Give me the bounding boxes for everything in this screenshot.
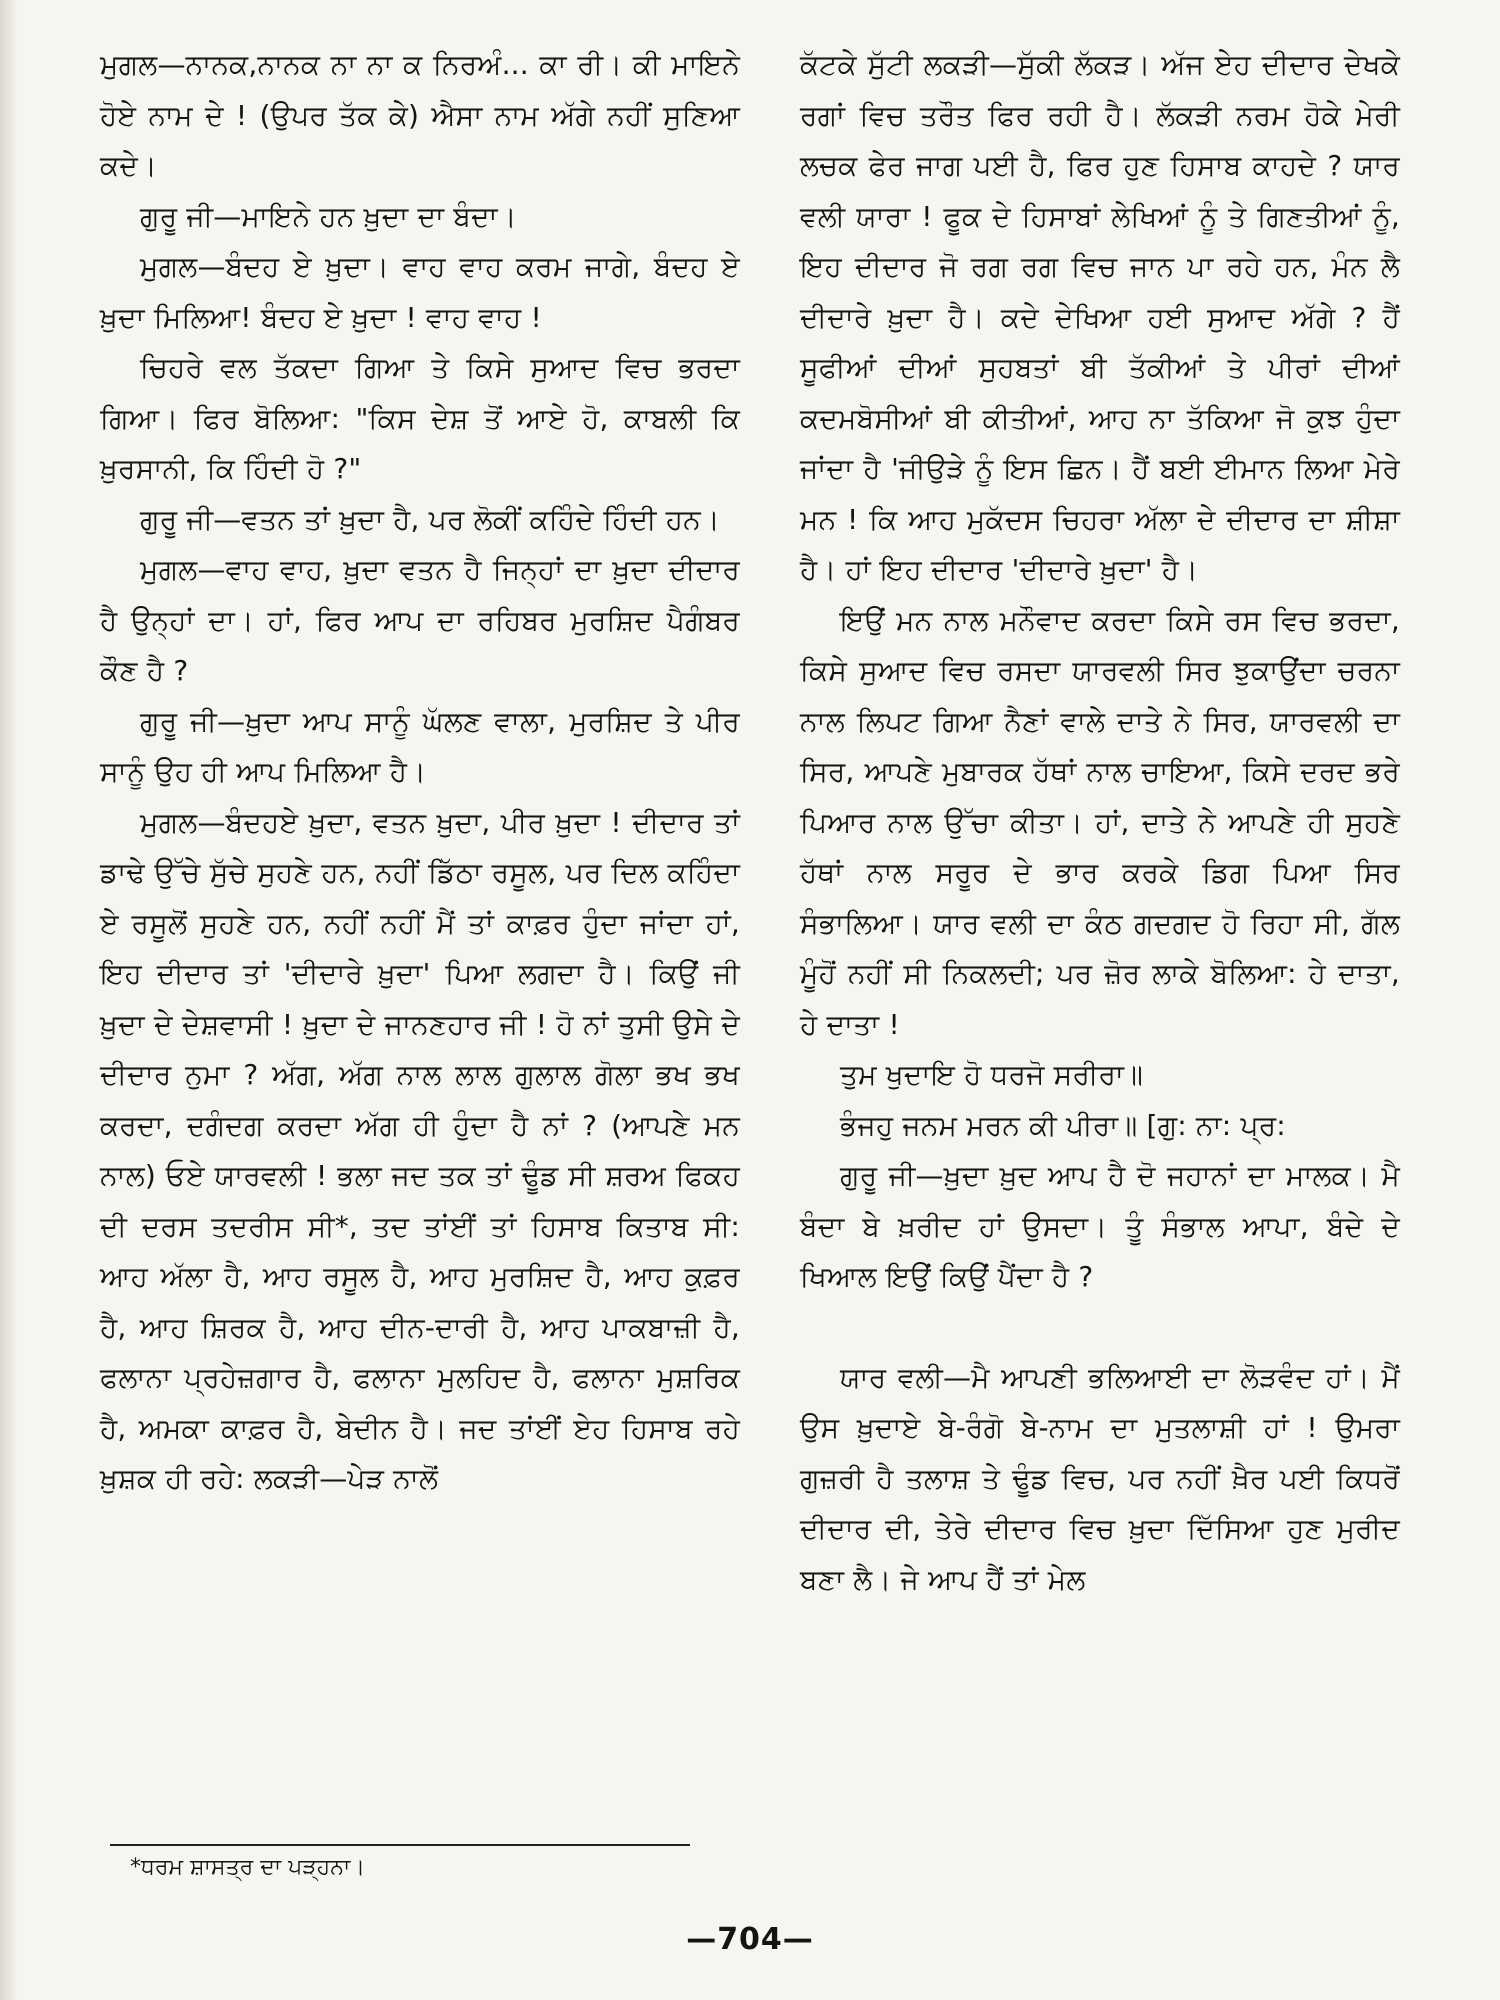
paragraph: ਮੁਗਲ—ਵਾਹ ਵਾਹ, ਖ਼ੁਦਾ ਵਤਨ ਹੈ ਜਿਨ੍ਹਾਂ ਦਾ ਖ਼ੁਦਾ ਦੀਦਾਰ ਹੈ ਉਨ੍ਹਾਂ ਦਾ। ਹਾਂ, ਫਿਰ ਆਪ ਦਾ ਰਹਿਬਰ ਮੁਰਸ਼ਿਦ ਪੈਗੰਬਰ ਕੌਣ ਹੈ ? <box>100 553 740 687</box>
left-text-column <box>100 40 740 1505</box>
paragraph: ਕੱਟਕੇ ਸੁੱਟੀ ਲਕੜੀ—ਸੁੱਕੀ ਲੱਕੜ। ਅੱਜ ਏਹ ਦੀਦਾਰ ਦੇਖਕੇ ਰਗਾਂ ਵਿਚ ਤਰੌਤ ਫਿਰ ਰਹੀ ਹੈ। ਲੱਕੜੀ ਨਰਮ ਹੋਕੇ ਮੇਰੀ ਲਚਕ ਫੇਰ ਜਾਗ ਪਈ ਹੈ, ਫਿਰ ਹੁਣ ਹਿਸਾਬ ਕਾਹਦੇ ? ਯਾਰ ਵਲੀ ਯਾਰਾ ! ਫੂਕ ਦੇ ਹਿਸਾਬਾਂ ਲੇਖਿਆਂ ਨੂੰ ਤੇ ਗਿਣਤੀਆਂ ਨੂੰ, ਇਹ ਦੀਦਾਰ ਜੋ ਰਗ ਰਗ ਵਿਚ ਜਾਨ ਪਾ ਰਹੇ ਹਨ, ਮੰਨ ਲੈ ਦੀਦਾਰੇ ਖ਼ੁਦਾ ਹੈ। ਕਦੇ ਦੇਖਿਆ ਹਈ ਸੁਆਦ ਅੱਗੇ ? ਹੈਂ ਸੂਫੀਆਂ ਦੀਆਂ ਸੁਹਬਤਾਂ ਬੀ ਤੱਕੀਆਂ ਤੇ ਪੀਰਾਂ ਦੀਆਂ ਕਦਮਬੋਸੀਆਂ ਬੀ ਕੀਤੀਆਂ, ਆਹ ਨਾ ਤੱਕਿਆ ਜੋ ਕੁਝ ਹੁੰਦਾ ਜਾਂਦਾ ਹੈ 'ਜੀਉੜੇ ਨੂੰ ਇਸ ਛਿਨ। ਹੈਂ ਬਈ ਈਮਾਨ ਲਿਆ ਮੇਰੇ ਮਨ ! ਕਿ ਆਹ ਮੁਕੱਦਸ ਚਿਹਰਾ ਅੱਲਾ ਦੇ ਦੀਦਾਰ ਦਾ ਸ਼ੀਸ਼ਾ ਹੈ। ਹਾਂ ਇਹ ਦੀਦਾਰ 'ਦੀਦਾਰੇ ਖ਼ੁਦਾ' ਹੈ। <box>800 48 1400 586</box>
paragraph: ਗੁਰੂ ਜੀ—ਖ਼ੁਦਾ ਆਪ ਸਾਨੂੰ ਘੱਲਣ ਵਾਲਾ, ਮੁਰਸ਼ਿਦ ਤੇ ਪੀਰ ਸਾਨੂੰ ਉਹ ਹੀ ਆਪ ਮਿਲਿਆ ਹੈ। <box>100 704 740 788</box>
paragraph: ਮੁਗਲ—ਬੰਦਹ ਏ ਖ਼ੁਦਾ। ਵਾਹ ਵਾਹ ਕਰਮ ਜਾਗੇ, ਬੰਦਹ ਏ ਖ਼ੁਦਾ ਮਿਲਿਆ! ਬੰਦਹ ਏ ਖ਼ੁਦਾ ! ਵਾਹ ਵਾਹ ! <box>100 250 740 334</box>
paragraph: ਮੁਗਲ—ਨਾਨਕ,ਨਾਨਕ ਨਾ ਨਾ ਕ ਨਿਰਅੰ... ਕਾ ਰੀ। ਕੀ ਮਾਇਨੇ ਹੋਏ ਨਾਮ ਦੇ ! (ਉਪਰ ਤੱਕ ਕੇ) ਐਸਾ ਨਾਮ ਅੱਗੇ ਨਹੀਂ ਸੁਣਿਆ ਕਦੇ। <box>100 48 740 182</box>
paragraph: ਯਾਰ ਵਲੀ—ਮੈ ਆਪਣੀ ਭਲਿਆਈ ਦਾ ਲੋੜਵੰਦ ਹਾਂ। ਮੈਂ ਉਸ ਖ਼ੁਦਾਏ ਬੇ-ਰੰਗੋ ਬੇ-ਨਾਮ ਦਾ ਮੁਤਲਾਸ਼ੀ ਹਾਂ ! ਉਮਰਾ ਗੁਜ਼ਰੀ ਹੈ ਤਲਾਸ਼ ਤੇ ਢੂੰਡ ਵਿਚ, ਪਰ ਨਹੀਂ ਖ਼ੈਰ ਪਈ ਕਿਧਰੋਂ ਦੀਦਾਰ ਦੀ, ਤੇਰੇ ਦੀਦਾਰ ਵਿਚ ਖ਼ੁਦਾ ਦਿੱਸਿਆ ਹੁਣ ਮੁਰੀਦ ਬਣਾ ਲੈ। ਜੇ ਆਪ ਹੈਂ ਤਾਂ ਮੇਲ <box>800 1360 1400 1596</box>
scan-edge-shadow <box>0 0 18 2000</box>
right-text-column <box>800 40 1400 1605</box>
footnote-divider <box>110 1844 690 1846</box>
footnote: *ਧਰਮ ਸ਼ਾਸਤ੍ਰ ਦਾ ਪੜ੍ਹਨਾ। <box>130 1855 366 1880</box>
paragraph: ਗੁਰੂ ਜੀ—ਮਾਇਨੇ ਹਨ ਖ਼ੁਦਾ ਦਾ ਬੰਦਾ। <box>140 199 517 233</box>
paragraph: ਚਿਹਰੇ ਵਲ ਤੱਕਦਾ ਗਿਆ ਤੇ ਕਿਸੇ ਸੁਆਦ ਵਿਚ ਭਰਦਾ ਗਿਆ। ਫਿਰ ਬੋਲਿਆ: "ਕਿਸ ਦੇਸ਼ ਤੋਂ ਆਏ ਹੋ, ਕਾਬਲੀ ਕਿ ਖ਼ੁਰਸਾਨੀ, ਕਿ ਹਿੰਦੀ ਹੋ ?" <box>100 351 740 485</box>
paragraph: ਗੁਰੂ ਜੀ—ਖ਼ੁਦਾ ਖ਼ੁਦ ਆਪ ਹੈ ਦੋ ਜਹਾਨਾਂ ਦਾ ਮਾਲਕ। ਮੈ ਬੰਦਾ ਬੇ ਖ਼ਰੀਦ ਹਾਂ ਉਸਦਾ। ਤੂੰ ਸੰਭਾਲ ਆਪਾ, ਬੰਦੇ ਦੇ ਖਿਆਲ ਇਉਂ ਕਿਉਂ ਪੈਂਦਾ ਹੈ ? <box>800 1159 1400 1293</box>
paragraph: ਗੁਰੂ ਜੀ—ਵਤਨ ਤਾਂ ਖ਼ੁਦਾ ਹੈ, ਪਰ ਲੋਕੀਂ ਕਹਿੰਦੇ ਹਿੰਦੀ ਹਨ। <box>140 502 720 536</box>
page-number: —704— <box>686 1922 814 1957</box>
scripture-verse-line: ਭੰਜਹੁ ਜਨਮ ਮਰਨ ਕੀ ਪੀਰਾ॥ [ਗੁ: ਨਾ: ਪ੍ਰ: <box>840 1108 1286 1142</box>
scripture-verse-line: ਤੁਮ ਖੁਦਾਇ ਹੋ ਧਰਜੋ ਸਰੀਰਾ॥ <box>840 1058 1144 1091</box>
paragraph: ਇਉਂ ਮਨ ਨਾਲ ਮਨੌਵਾਦ ਕਰਦਾ ਕਿਸੇ ਰਸ ਵਿਚ ਭਰਦਾ, ਕਿਸੇ ਸੁਆਦ ਵਿਚ ਰਸਦਾ ਯਾਰਵਲੀ ਸਿਰ ਝੁਕਾਉਂਦਾ ਚਰਨਾ ਨਾਲ ਲਿਪਟ ਗਿਆ ਨੈਣਾਂ ਵਾਲੇ ਦਾਤੇ ਨੇ ਸਿਰ, ਯਾਰਵਲੀ ਦਾ ਸਿਰ, ਆਪਣੇ ਮੁਬਾਰਕ ਹੱਥਾਂ ਨਾਲ ਚਾਇਆ, ਕਿਸੇ ਦਰਦ ਭਰੇ ਪਿਆਰ ਨਾਲ ਉੱਚਾ ਕੀਤਾ। ਹਾਂ, ਦਾਤੇ ਨੇ ਆਪਣੇ ਹੀ ਸੁਹਣੇ ਹੱਥਾਂ ਨਾਲ ਸਰੂਰ ਦੇ ਭਾਰ ਕਰਕੇ ਡਿਗ ਪਿਆ ਸਿਰ ਸੰਭਾਲਿਆ। ਯਾਰ ਵਲੀ ਦਾ ਕੰਠ ਗਦਗਦ ਹੋ ਰਿਹਾ ਸੀ, ਗੱਲ ਮੂੰਹੋਂ ਨਹੀਂ ਸੀ ਨਿਕਲਦੀ; ਪਰ ਜ਼ੋਰ ਲਾਕੇ ਬੋਲਿਆ: ਹੇ ਦਾਤਾ, ਹੇ ਦਾਤਾ ! <box>800 603 1400 1041</box>
paragraph: ਮੁਗਲ—ਬੰਦਹਏ ਖ਼ੁਦਾ, ਵਤਨ ਖ਼ੁਦਾ, ਪੀਰ ਖ਼ੁਦਾ ! ਦੀਦਾਰ ਤਾਂ ਡਾਢੇ ਉੱਚੇ ਸੁੱਚੇ ਸੁਹਣੇ ਹਨ, ਨਹੀਂ ਡਿੱਠਾ ਰਸੂਲ, ਪਰ ਦਿਲ ਕਹਿੰਦਾ ਏ ਰਸੂਲੋਂ ਸੁਹਣੇ ਹਨ, ਨਹੀਂ ਨਹੀਂ ਮੈਂ ਤਾਂ ਕਾਫ਼ਰ ਹੁੰਦਾ ਜਾਂਦਾ ਹਾਂ, ਇਹ ਦੀਦਾਰ ਤਾਂ 'ਦੀਦਾਰੇ ਖ਼ੁਦਾ' ਪਿਆ ਲਗਦਾ ਹੈ। ਕਿਉਂ ਜੀ ਖ਼ੁਦਾ ਦੇ ਦੇਸ਼ਵਾਸੀ ! ਖ਼ੁਦਾ ਦੇ ਜਾਨਣਹਾਰ ਜੀ ! ਹੋ ਨਾਂ ਤੁਸੀ ਉਸੇ ਦੇ ਦੀਦਾਰ ਨੁਮਾ ? ਅੱਗ, ਅੱਗ ਨਾਲ ਲਾਲ ਗੁਲਾਲ ਗੋਲਾ ਭਖ ਭਖ ਕਰਦਾ, ਦਗੰਦਗ ਕਰਦਾ ਅੱਗ ਹੀ ਹੁੰਦਾ ਹੈ ਨਾਂ ? (ਆਪਣੇ ਮਨ ਨਾਲ) ਓਏ ਯਾਰਵਲੀ ! ਭਲਾ ਜਦ ਤਕ ਤਾਂ ਢੂੰਡ ਸੀ ਸ਼ਰਅ ਫਿਕਹ ਦੀ ਦਰਸ ਤਦਰੀਸ ਸੀ*, ਤਦ ਤਾਂਈਂ ਤਾਂ ਹਿਸਾਬ ਕਿਤਾਬ ਸੀ: ਆਹ ਅੱਲਾ ਹੈ, ਆਹ ਰਸੂਲ ਹੈ, ਆਹ ਮੁਰਸ਼ਿਦ ਹੈ, ਆਹ ਕੁਫ਼ਰ ਹੈ, ਆਹ ਸ਼ਿਰਕ ਹੈ, ਆਹ ਦੀਨ-ਦਾਰੀ ਹੈ, ਆਹ ਪਾਕਬਾਜ਼ੀ ਹੈ, ਫਲਾਨਾ ਪ੍ਰਹੇਜ਼ਗਾਰ ਹੈ, ਫਲਾਨਾ ਮੁਲਹਿਦ ਹੈ, ਫਲਾਨਾ ਮੁਸ਼ਰਿਕ ਹੈ, ਅਮਕਾ ਕਾਫ਼ਰ ਹੈ, ਬੇਦੀਨ ਹੈ। ਜਦ ਤਾਂਈਂ ਏਹ ਹਿਸਾਬ ਰਹੇ ਖ਼ੁਸ਼ਕ ਹੀ ਰਹੇ: ਲਕੜੀ—ਪੇੜ ਨਾਲੋਂ <box>100 805 740 1495</box>
